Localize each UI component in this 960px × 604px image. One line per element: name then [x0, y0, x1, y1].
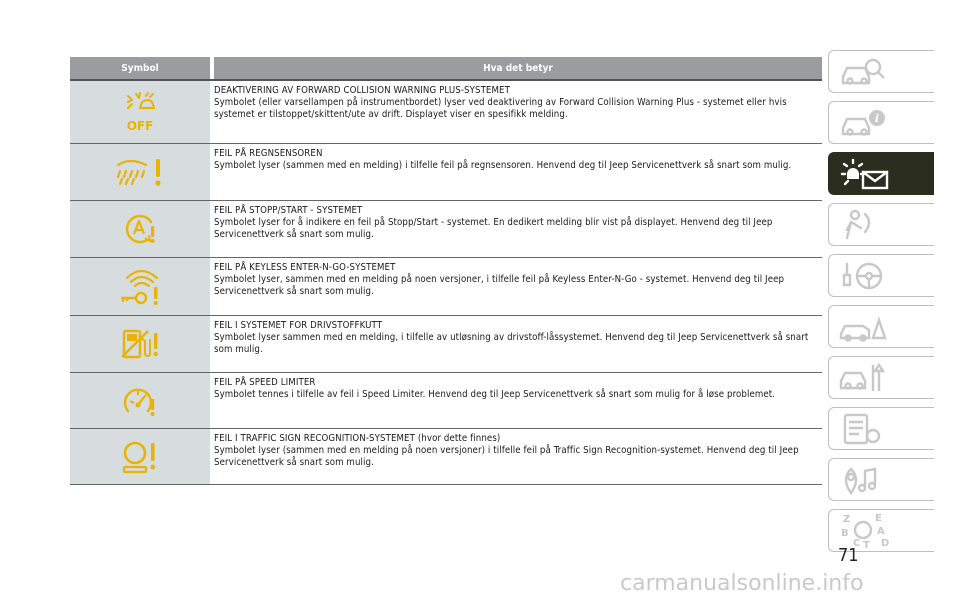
- tab-warning-lights[interactable]: [828, 152, 934, 195]
- index-letters-icon: [839, 512, 895, 550]
- icon-off-label: OFF: [126, 119, 154, 133]
- row-title: FEIL I SYSTEMET FOR DRIVSTOFFKUTT: [214, 320, 383, 331]
- table-row: [70, 373, 822, 429]
- chapter-tabs: [828, 50, 936, 560]
- row-title: DEAKTIVERING AV FORWARD COLLISION WARNING PLUS-SYSTEMET: [214, 85, 510, 96]
- index-letter: A: [877, 525, 885, 537]
- watermark: carmanualsonline.info: [620, 571, 864, 596]
- keyless-enter-go-fault-icon: [117, 268, 163, 306]
- table-row: [70, 144, 822, 201]
- fuel-cutoff-fault-icon: [118, 327, 162, 361]
- index-letter: T: [863, 539, 870, 550]
- table-row: [70, 201, 822, 258]
- tab-car-search[interactable]: [828, 50, 934, 93]
- row-text: Symbolet lyser (sammen med en melding) i tilfelle feil på regnsensoren. Henvend deg til Jeep Servicenettverk så snart som mulig.: [214, 160, 792, 172]
- index-letter: E: [875, 512, 882, 524]
- table-row: [70, 79, 822, 144]
- row-text: Symbolet lyser, sammen med en melding på noen versjoner, i tilfelle feil på Keyless Enter-N-Go - systemet. Henvend deg til Jeep Servicenettverk så snart som mulig.: [214, 274, 785, 298]
- rain-sensor-fault-icon: [114, 155, 166, 189]
- traffic-sign-recognition-fault-icon: [120, 439, 160, 475]
- car-search-icon: [839, 55, 889, 89]
- row-text: Symbolet lyser sammen med en melding, i tilfelle av utløsning av drivstoff-låssystemet. Henvend deg til Jeep Servicenettverk så snart som mulig.: [214, 332, 809, 356]
- row-text: Symbolet lyser (sammen med en melding på noen versjoner) i tilfelle feil på Traffic Sign Recognition-systemet. Henvend deg til Jeep Servicenettverk så snart som mulig.: [214, 445, 799, 469]
- table-header: [70, 57, 822, 79]
- warning-light-message-icon: [839, 156, 895, 192]
- row-text: Symbolet lyser for å indikere en feil på Stopp/Start - systemet. En dedikert melding blir vist på displayet. Henvend deg til Jeep Servicenettverk så snart som mulig.: [214, 217, 773, 241]
- row-title: FEIL PÅ STOPP/START - SYSTEMET: [214, 205, 363, 216]
- row-title: FEIL PÅ SPEED LIMITER: [214, 377, 316, 388]
- tab-safety[interactable]: [828, 203, 934, 246]
- car-info-icon: [839, 106, 889, 140]
- tab-maintenance[interactable]: [828, 356, 934, 399]
- index-letter: B: [841, 527, 849, 539]
- row-text: Symbolet tennes i tilfelle av feil i Speed Limiter. Henvend deg til Jeep Servicenettverk så snart som mulig for å løse problemet.: [214, 389, 776, 401]
- index-letter: C: [853, 537, 861, 549]
- header-meaning: Hva det betyr: [483, 62, 553, 74]
- row-text: Symbolet (eller varsellampen på instrumentbordet) lyser ved deaktivering av Forward Collision Warning Plus - systemet eller hvis systemet er tilstoppet/skittent/ute av drift. Displayet viser en spesifikk melding.: [214, 97, 787, 121]
- row-title: FEIL PÅ REGNSENSOREN: [214, 148, 323, 159]
- speed-limiter-fault-icon: [120, 383, 160, 419]
- car-breakdown-icon: [839, 310, 889, 344]
- index-letter: D: [881, 537, 890, 549]
- airbag-person-icon: [839, 208, 889, 242]
- table-row: [70, 429, 822, 485]
- table-row: [70, 316, 822, 373]
- row-title: FEIL I TRAFFIC SIGN RECOGNITION-SYSTEMET (hvor dette finnes): [214, 433, 501, 444]
- tab-emergency[interactable]: [828, 305, 934, 348]
- warning-lights-table: [70, 57, 822, 485]
- forward-collision-off-icon: [120, 90, 160, 134]
- table-row: [70, 258, 822, 316]
- row-title: FEIL PÅ KEYLESS ENTER-N-GO-SYSTEMET: [214, 262, 396, 273]
- svg-text:i: i: [874, 111, 880, 125]
- multimedia-icon: [839, 463, 889, 497]
- index-letter: Z: [843, 513, 851, 525]
- stop-start-fault-icon: [123, 212, 157, 246]
- specifications-icon: [839, 412, 889, 446]
- tab-multimedia[interactable]: [828, 458, 934, 501]
- tab-starting-driving[interactable]: [828, 254, 934, 297]
- tab-specifications[interactable]: [828, 407, 934, 450]
- header-symbol: Symbol: [121, 62, 159, 74]
- steering-wheel-key-icon: [839, 259, 889, 293]
- page-number: 71: [838, 545, 859, 566]
- tab-car-info[interactable]: [828, 101, 934, 144]
- car-tools-icon: [839, 361, 889, 395]
